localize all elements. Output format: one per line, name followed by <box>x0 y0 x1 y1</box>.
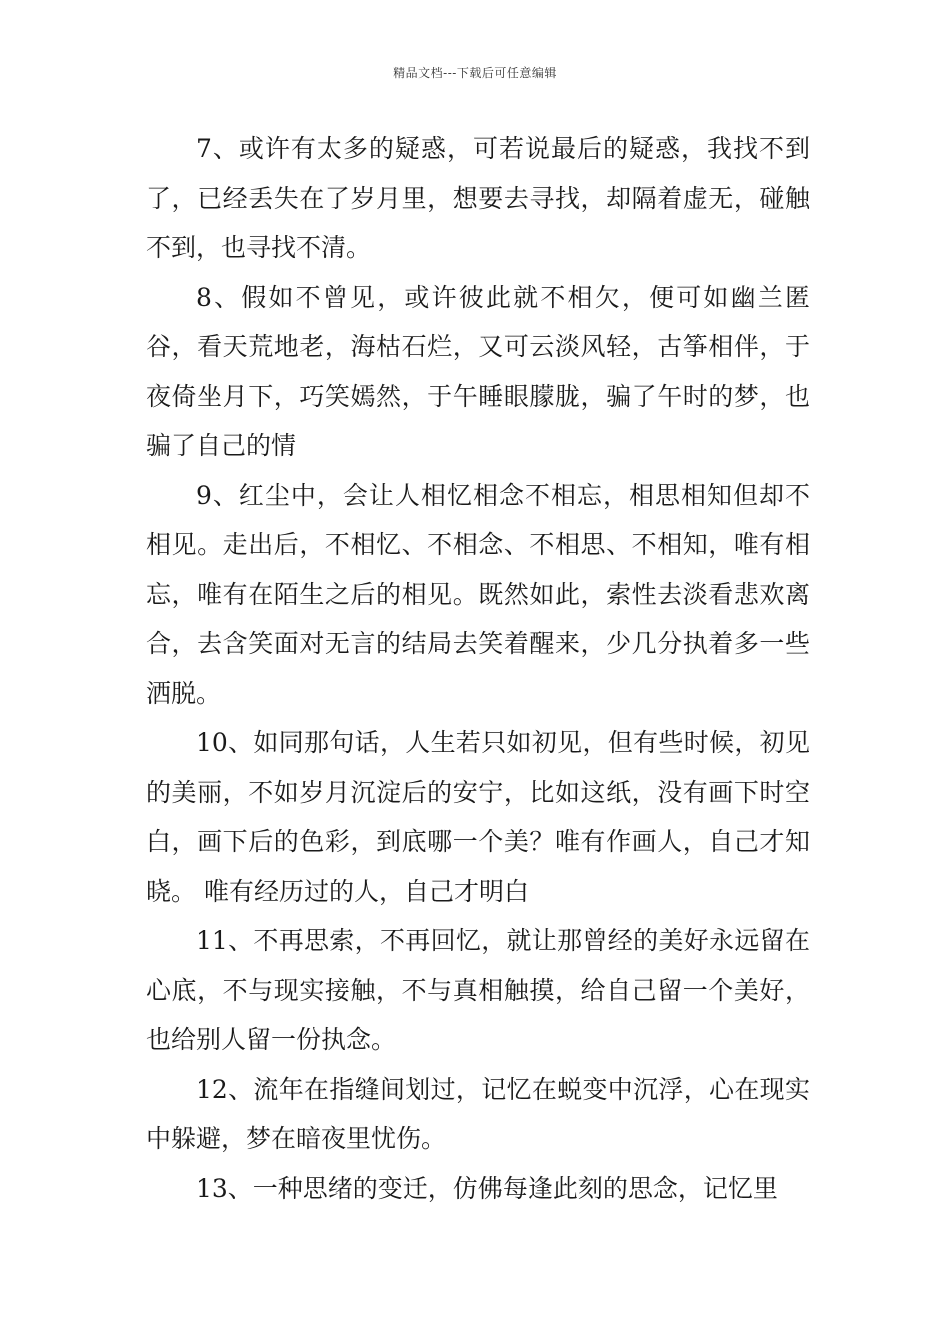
paragraph-8: 8、假如不曾见，或许彼此就不相欠，便可如幽兰匿谷，看天荒地老，海枯石烂，又可云淡风轻，古筝相伴，于夜倚坐月下，巧笑嫣然，于午睡眼朦胧，骗了午时的梦，也骗了自己的情 <box>146 282 810 460</box>
paragraph-9: 9、红尘中，会让人相忆相念不相忘，相思相知但却不相见。走出后，不相忆、不相念、不相思、不相知，唯有相忘，唯有在陌生之后的相见。既然如此，索性去淡看悲欢离合，去含笑面对无言的结局去笑着醒来，少几分执着多一些洒脱。 <box>146 480 810 708</box>
paragraph-12: 12、流年在指缝间划过，记忆在蜕变中沉浮，心在现实中躲避，梦在暗夜里忧伤。 <box>146 1074 810 1153</box>
paragraph-13: 13、一种思绪的变迁，仿佛每逢此刻的思念，记忆里 <box>196 1173 778 1203</box>
page-header: 精品文档---下载后可任意编辑 <box>393 66 557 80</box>
paragraph-10: 10、如同那句话，人生若只如初见，但有些时候，初见的美丽，不如岁月沉淀后的安宁，比如这纸，没有画下时空白，画下后的色彩，到底哪一个美？唯有作画人，自己才知晓。 唯有经历过的人，自己才明白 <box>146 728 810 906</box>
document-body <box>146 124 810 1213</box>
paragraph-7: 7、或许有太多的疑惑，可若说最后的疑惑，我找不到了，已经丢失在了岁月里，想要去寻找，却隔着虚无，碰触不到，也寻找不清。 <box>146 134 810 262</box>
paragraph-11: 11、不再思索，不再回忆，就让那曾经的美好永远留在心底，不与现实接触，不与真相触摸，给自己留一个美好，也给别人留一份执念。 <box>146 926 810 1054</box>
